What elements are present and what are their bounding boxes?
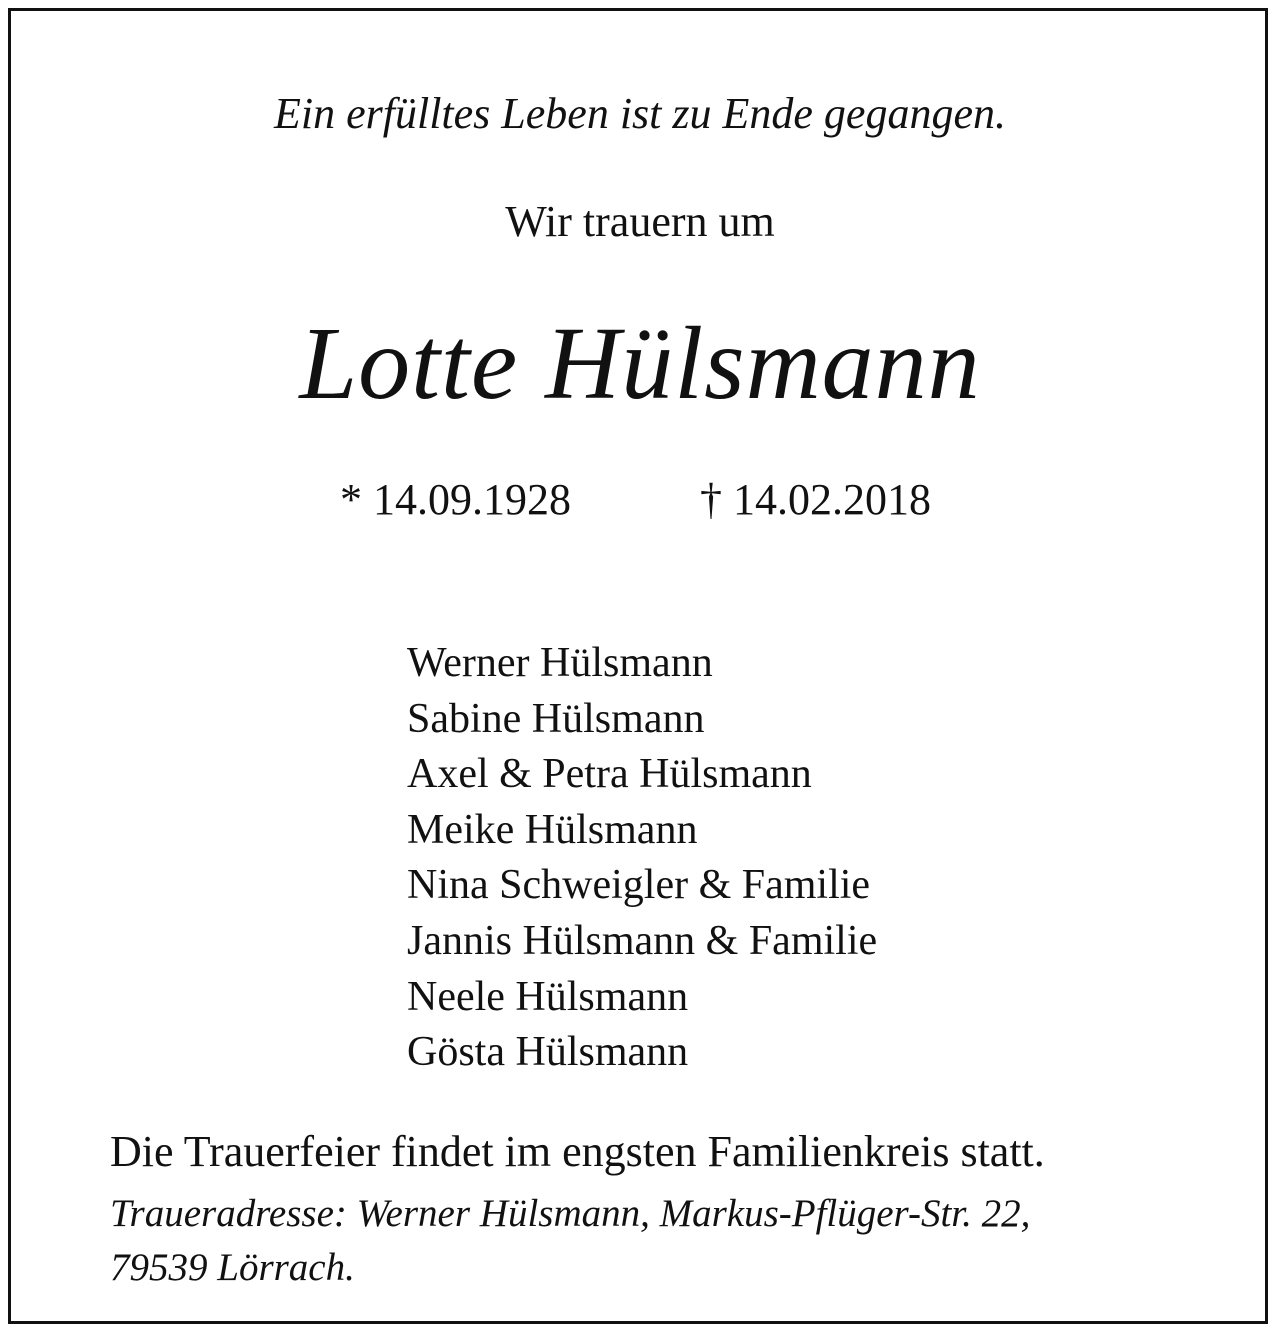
mourner-item: Meike Hülsmann xyxy=(407,806,698,853)
mourners-list xyxy=(407,636,877,1081)
mourning-address-line-1: Traueradresse: Werner Hülsmann, Markus-Pflüger-Str. 22, xyxy=(110,1192,1031,1235)
motto-text: Ein erfülltes Leben ist zu Ende gegangen. xyxy=(274,89,1006,138)
mourner-item: Neele Hülsmann xyxy=(407,973,689,1020)
mourner-item: Sabine Hülsmann xyxy=(407,695,705,742)
birth-date: * 14.09.1928 xyxy=(340,475,571,524)
mourner-item: Nina Schweigler & Familie xyxy=(407,862,871,909)
mourner-item: Gösta Hülsmann xyxy=(407,1029,689,1076)
death-date: † 14.02.2018 xyxy=(700,475,931,524)
mourner-item: Axel & Petra Hülsmann xyxy=(407,751,812,798)
deceased-name: Lotte Hülsmann xyxy=(299,306,981,421)
mourner-item: Werner Hülsmann xyxy=(407,640,713,686)
mourner-item: Jannis Hülsmann & Familie xyxy=(407,917,878,964)
mourning-address-line-2: 79539 Lörrach. xyxy=(110,1246,355,1289)
ceremony-note: Die Trauerfeier findet im engsten Familienkreis statt. xyxy=(110,1127,1045,1176)
intro-text: Wir trauern um xyxy=(505,197,775,246)
